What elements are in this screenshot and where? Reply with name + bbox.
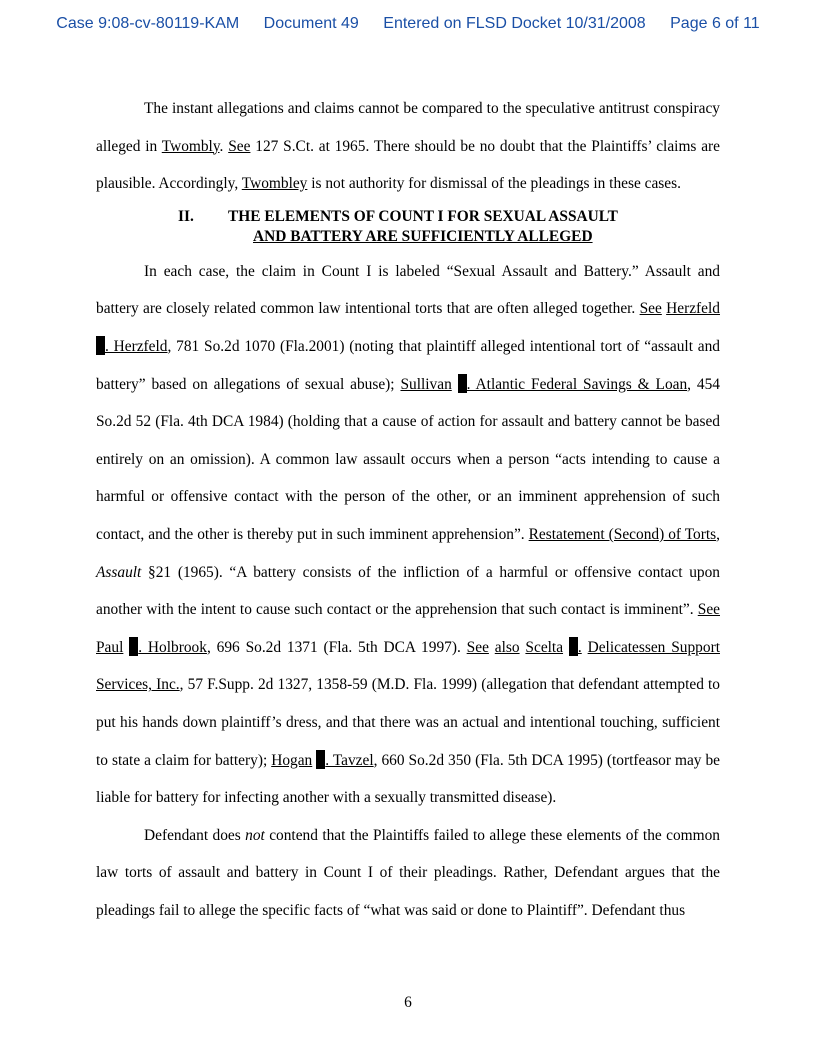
docket-header [0,15,816,33]
text-run: contend that the Plaintiffs failed to allege these elements of the common law torts of assault and battery in Count I of their pleadings. Rather, Defendant argues that the pleadings fail to allege the specific facts of “what was said or done to Plaintiff”. Defendant thus [96,826,720,919]
page-count: Page 6 of 11 [670,15,760,32]
text-run: , 696 So.2d 1371 (Fla. 5th DCA 1997). [206,638,467,656]
case-citation: Twombly [161,137,220,155]
text-run: , 57 F.Supp. 2d 1327, 1358-59 (M.D. Fla. 1999) (allegation that defendant attempted to put his hands down plaintiff’s dress, and that there was an actual and intentional touching, sufficient to state a claim for battery); [96,676,720,769]
page-number: 6 [404,994,412,1011]
section-numeral: II. [178,207,194,225]
text-run: , 454 So.2d 52 (Fla. 4th DCA 1984) (holding that a cause of action for assault and battery cannot be based entirely on an omission). A common law assault occurs when a person “acts intending to cause a harmful or offensive contact with the person of the other, or an imminent apprehension of such contact, and the other is thereby put in such imminent apprehension”. [96,375,720,543]
redaction-box [96,336,105,355]
case-citation: Paul [96,638,124,656]
text-run: Defendant does [144,826,246,844]
page-body [96,90,720,929]
italic-term: Assault [96,563,142,581]
signal-also: also [494,638,520,656]
redaction-box [458,374,467,393]
paragraph-twombly [96,90,720,203]
treatise-citation: Restatement (Second) of Torts [528,525,717,543]
text-run: , 781 So.2d 1070 (Fla.2001) (noting that plaintiff alleged intentional tort of “assault and battery” based on allegations of sexual abuse); [96,337,720,393]
paragraph-elements [96,253,720,817]
docket-entry-date: Entered on FLSD Docket 10/31/2008 [383,15,646,32]
case-citation: . Holbrook [138,638,207,656]
signal-see: See [697,601,720,619]
italic-term: not [245,826,265,844]
case-citation: Hogan [271,751,313,769]
section-title-line-2: AND BATTERY ARE SUFFICIENTLY ALLEGED [253,227,593,245]
case-citation: Herzfeld [666,300,720,318]
case-citation: Twombley [241,175,308,193]
text-run: , [716,525,720,543]
redaction-box [569,637,578,656]
redaction-box [316,750,325,769]
case-number: Case 9:08-cv-80119-KAM [56,15,240,32]
text-run: is not authority for dismissal of the pleadings in these cases. [307,175,681,193]
signal-see: See [228,137,251,155]
redaction-box [129,637,138,656]
case-citation: Scelta [525,638,564,656]
section-title-line-1: THE ELEMENTS OF COUNT I FOR SEXUAL ASSAULT [228,207,618,225]
case-citation: Delicatessen Support Services, Inc. [96,638,720,694]
case-citation: . Atlantic Federal Savings & Loan [466,375,688,393]
text-run: §21 (1965). “A battery consists of the infliction of a harmful or offensive contact upon another with the intent to cause such contact or the apprehension that such contact is imminent”. [96,563,720,619]
document-number: Document 49 [263,15,359,32]
text-run: . [219,137,229,155]
signal-see: See [466,638,489,656]
case-citation: . [577,638,582,656]
text-run: In each case, the claim in Count I is labeled “Sexual Assault and Battery.” Assault and battery are closely related common law intentional torts that are often alleged together. [96,262,720,318]
case-citation: Sullivan [400,375,452,393]
section-heading [96,207,720,247]
text-run: , 660 So.2d 350 (Fla. 5th DCA 1995) (tortfeasor may be liable for battery for infecting another with a sexually transmitted disease). [96,751,721,807]
signal-see: See [639,300,662,318]
text-run: 127 S.Ct. at 1965. There should be no doubt that the Plaintiffs’ claims are plausible. Accordingly, [96,137,720,193]
case-citation: . Tavzel [325,751,374,769]
case-citation: . Herzfeld [105,337,168,355]
paragraph-defendant [96,817,720,930]
text-run: The instant allegations and claims cannot be compared to the speculative antitrust conspiracy alleged in [96,100,720,155]
